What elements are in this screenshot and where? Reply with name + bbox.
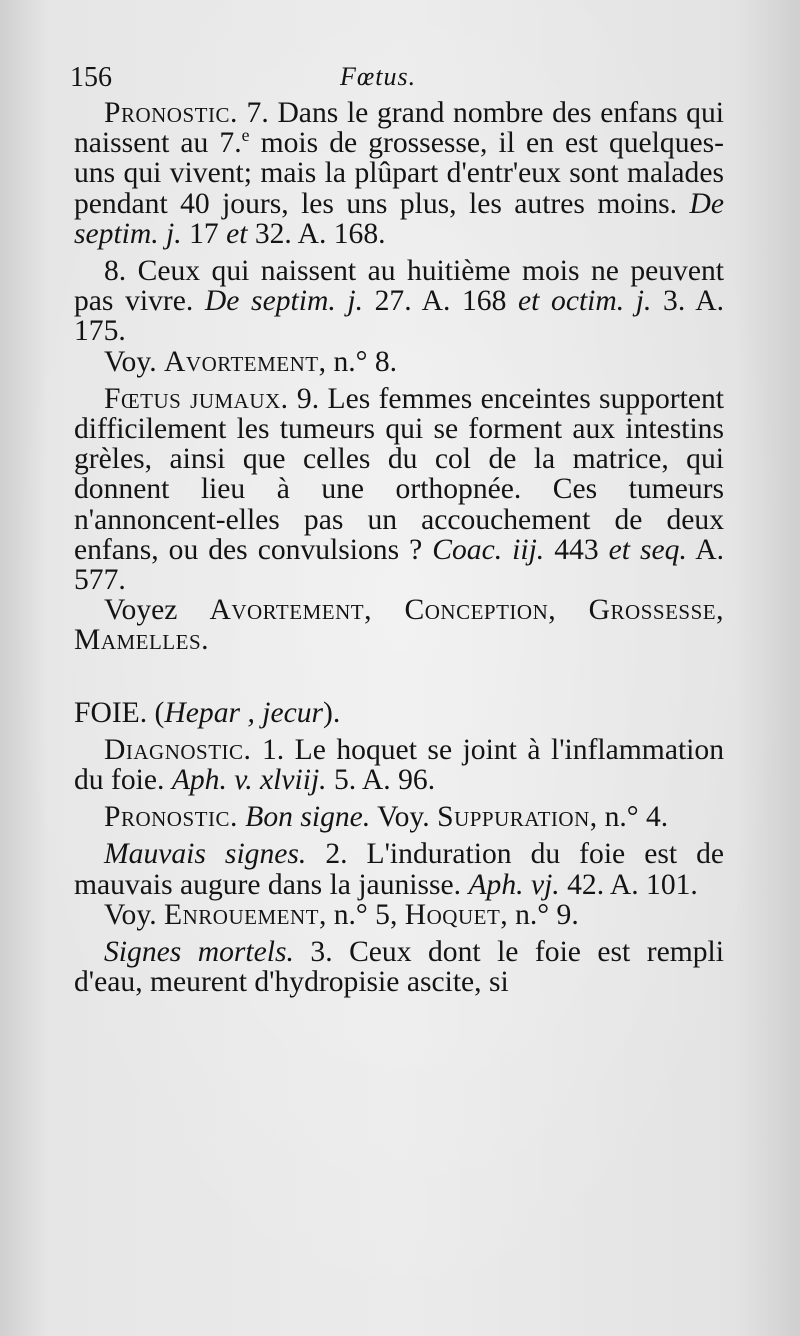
paragraph-text: 42. A. 101.: [559, 868, 698, 901]
citation: et octim. j.: [518, 285, 652, 318]
page-number: 156: [70, 62, 112, 93]
reference-term: Suppuration: [437, 801, 590, 834]
reference-term: Hoquet: [404, 898, 501, 931]
paragraph-text: , n.° 5,: [318, 898, 405, 931]
paragraph-text: 17: [181, 217, 227, 250]
paragraph-text: 3. Ceux dont le foie est rempli d'eau, meurent d'hydropisie ascite, si: [74, 936, 724, 999]
paragraph-text: 5. A. 96.: [326, 764, 436, 797]
citation: De septim. j.: [204, 285, 363, 318]
cross-reference: [74, 595, 724, 655]
citation: De septim. j.: [74, 187, 724, 250]
section-label: Pronostic.: [104, 801, 238, 834]
reference-term: Avortement, Conception, Grossesse, Mamelles.: [74, 594, 724, 657]
page-header: [70, 62, 720, 102]
latin-synonyms: Hepar , jecur: [164, 696, 324, 729]
citation: Coac. iij.: [432, 533, 545, 566]
entry-word: FOIE. (: [74, 696, 165, 729]
cross-reference: [74, 900, 724, 930]
sign-label: Mauvais signes.: [104, 838, 307, 871]
paragraph-text: 27. A. 168: [362, 285, 519, 318]
paragraph-text: , n.° 8.: [318, 345, 398, 378]
paragraph-text: , n.° 9.: [500, 898, 579, 931]
section-label: Pronostic.: [104, 97, 238, 129]
paragraph-text: 1. Le hoquet se joint à l'inflammation du foie.: [74, 733, 724, 797]
paragraph-8: [74, 256, 724, 347]
sign-label: Bon signe.: [245, 801, 371, 834]
paragraph-text: , n.° 4.: [589, 801, 669, 834]
paragraph-foetus-jumaux: [74, 384, 724, 595]
reference-term: Enrouement: [164, 898, 319, 931]
citation: Aph. vj.: [468, 868, 560, 901]
running-head: Fœtus.: [340, 62, 417, 91]
entry-heading-foie: [74, 698, 724, 728]
paragraph-text: A. 577.: [74, 533, 725, 597]
superscript: e: [241, 125, 250, 146]
paragraph-text: 2. L'induration du foie est de mauvais augure dans la jaunisse.: [74, 838, 724, 901]
paragraph-pronostic-bon-signe: [74, 802, 724, 832]
cross-reference: [74, 347, 724, 377]
paragraph-text: Voyez: [104, 594, 210, 627]
body-text: [74, 98, 724, 997]
paragraph-text: Voy.: [104, 898, 165, 931]
reference-term: Avortement: [164, 345, 319, 378]
paragraph-text: 7. Dans le grand nombre des enfans qui naissent au 7.: [74, 97, 724, 160]
paragraph-text: Voy.: [370, 801, 438, 834]
citation-conjunction: et seq.: [608, 533, 687, 566]
paragraph-text: mois de grossesse, il en est quelques-uns qui vivent; mais la plûpart d'entr'eux sont malades pendant 40 jours, les uns plus, les autres moins.: [74, 127, 724, 220]
citation: Aph. v. xlviij.: [171, 764, 327, 797]
sign-label: Signes mortels.: [104, 936, 294, 969]
entry-word: ).: [323, 696, 341, 729]
section-label: Fœtus jumaux.: [104, 382, 289, 415]
citation-conjunction: et: [226, 217, 248, 250]
paragraph-text: 443: [544, 533, 609, 566]
paragraph-diagnostic-1: [74, 735, 724, 795]
paragraph-signes-mortels-3: [74, 937, 724, 997]
paragraph-text: Voy.: [104, 345, 165, 378]
paragraph-text: 9. Les femmes enceintes supportent difficilement les tumeurs qui se forment aux intestins grèles, ainsi que celles du col de la matrice, qui donnent lieu à une orthopnée. Ces tumeurs n'annoncent-elles pas un accouchement de deux enfans, ou des convulsions ?: [74, 382, 724, 566]
paragraph-mauvais-signes-2: [74, 839, 724, 899]
paragraph-pronostic-7: [74, 98, 724, 249]
section-label: Diagnostic.: [104, 733, 252, 766]
paragraph-text: 3. A. 175.: [74, 285, 725, 348]
paragraph-text: 32. A. 168.: [247, 217, 386, 250]
paragraph-text: 8. Ceux qui naissent au huitième mois ne peuvent pas vivre.: [74, 255, 724, 318]
